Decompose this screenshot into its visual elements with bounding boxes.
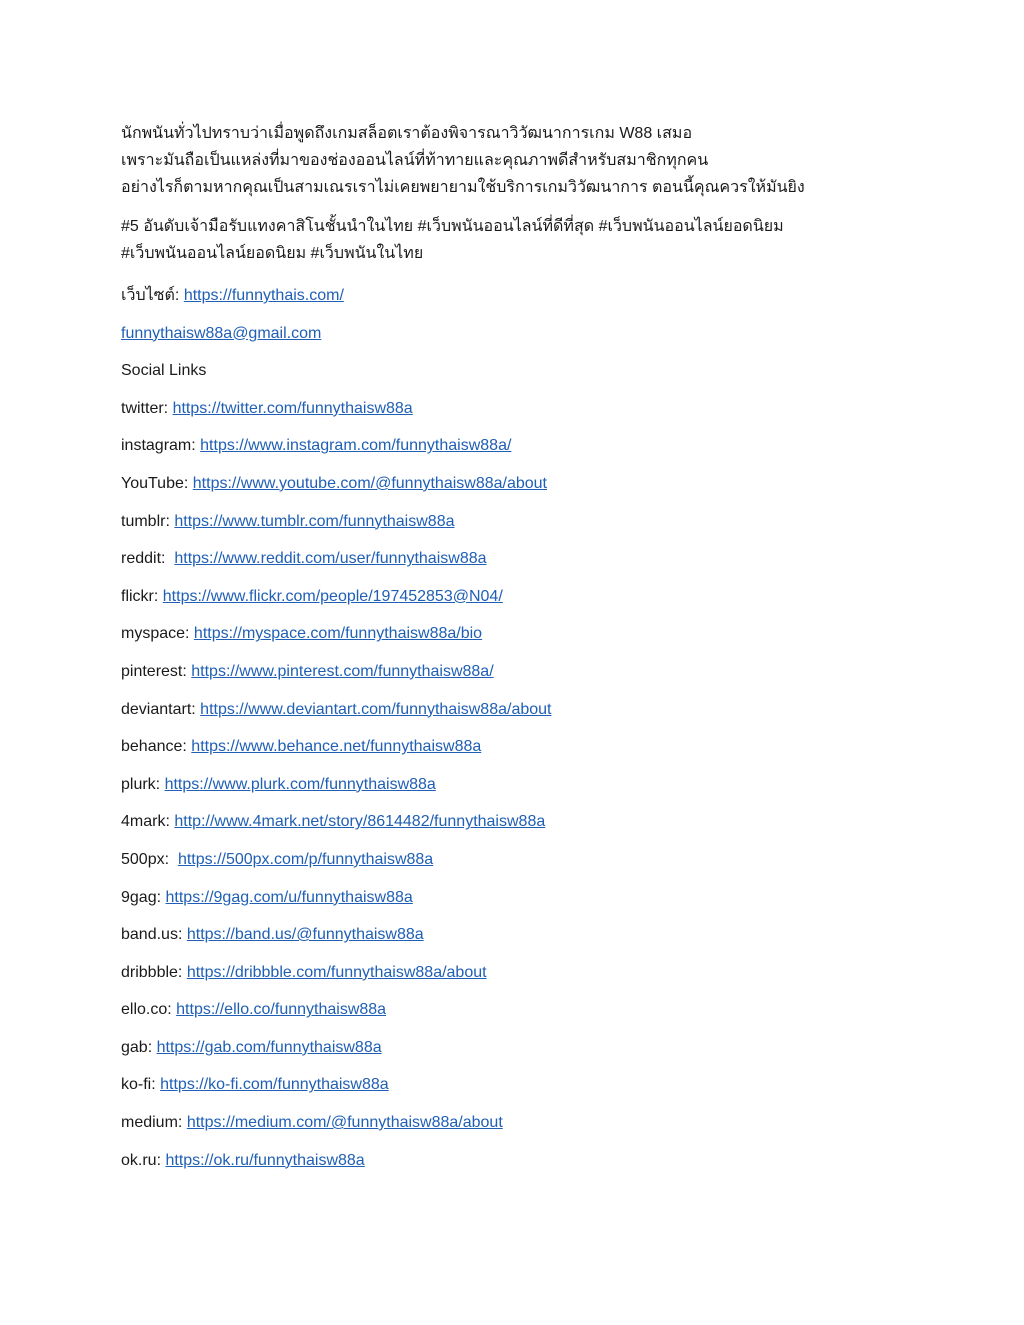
social-link-flickr[interactable]: https://www.flickr.com/people/197452853@N04/ <box>162 587 503 605</box>
social-label: instagram: <box>121 437 196 455</box>
social-link-plurk[interactable]: https://www.plurk.com/funnythaisw88a <box>164 775 436 793</box>
social-link-twitter[interactable]: https://twitter.com/funnythaisw88a <box>172 399 413 417</box>
social-label: reddit: <box>121 550 166 568</box>
social-label: ok.ru: <box>121 1151 162 1169</box>
social-link-deviantart[interactable]: https://www.deviantart.com/funnythaisw88a/about <box>200 700 552 718</box>
social-link-pinterest[interactable]: https://www.pinterest.com/funnythaisw88a/ <box>191 662 494 680</box>
email-row <box>121 315 921 353</box>
website-link[interactable]: https://funnythais.com/ <box>183 287 344 304</box>
social-link-instagram[interactable]: https://www.instagram.com/funnythaisw88a/ <box>200 437 512 455</box>
social-row-gab <box>121 1029 921 1067</box>
hashtags-line: #5 อันดับเจ้ามือรับแทงคาสิโนชั้นนำในไทย #เว็บพนันออนไลน์ที่ดีที่สุด #เว็บพนันออนไลน์ยอดนิยม <box>121 218 784 235</box>
social-row-myspace <box>121 615 921 653</box>
intro-line: นักพนันทั่วไปทราบว่าเมื่อพูดถึงเกมสล็อตเราต้องพิจารณาวิวัฒนาการเกม W88 เสมอ <box>121 125 693 142</box>
social-label: tumblr: <box>121 512 170 530</box>
social-label: plurk: <box>121 775 161 793</box>
social-row-youtube <box>121 465 921 503</box>
intro-paragraph <box>121 120 921 201</box>
social-label: ko-fi: <box>121 1076 156 1094</box>
social-row-9gag <box>121 879 921 917</box>
website-label: เว็บไซต์: <box>121 287 180 304</box>
social-row-medium <box>121 1104 921 1142</box>
social-label: pinterest: <box>121 662 187 680</box>
hashtags-paragraph <box>121 213 921 267</box>
document-page <box>121 120 921 1179</box>
social-label: 500px: <box>121 850 170 868</box>
social-label: gab: <box>121 1038 153 1056</box>
social-row-reddit <box>121 540 921 578</box>
social-link-9gag[interactable]: https://9gag.com/u/funnythaisw88a <box>165 888 413 906</box>
social-row-tumblr <box>121 503 921 541</box>
social-link-okru[interactable]: https://ok.ru/funnythaisw88a <box>165 1151 365 1169</box>
email-link[interactable]: funnythaisw88a@gmail.com <box>121 324 322 342</box>
social-row-twitter <box>121 390 921 428</box>
social-row-500px <box>121 841 921 879</box>
social-link-ello[interactable]: https://ello.co/funnythaisw88a <box>176 1001 387 1019</box>
social-row-okru <box>121 1142 921 1180</box>
social-label: 9gag: <box>121 888 162 906</box>
social-row-behance <box>121 728 921 766</box>
social-label: deviantart: <box>121 700 196 718</box>
social-link-500px[interactable]: https://500px.com/p/funnythaisw88a <box>177 850 434 868</box>
social-label: band.us: <box>121 926 183 944</box>
social-link-behance[interactable]: https://www.behance.net/funnythaisw88a <box>191 738 482 756</box>
social-link-gab[interactable]: https://gab.com/funnythaisw88a <box>156 1038 382 1056</box>
social-label: behance: <box>121 738 187 756</box>
social-link-medium[interactable]: https://medium.com/@funnythaisw88a/about <box>186 1114 503 1132</box>
intro-line: อย่างไรก็ตามหากคุณเป็นสามเณรเราไม่เคยพยายามใช้บริการเกมวิวัฒนาการ ตอนนี้คุณควรให้มันยิง <box>121 179 805 196</box>
social-links-list <box>121 390 921 1179</box>
social-row-flickr <box>121 578 921 616</box>
social-link-youtube[interactable]: https://www.youtube.com/@funnythaisw88a/about <box>192 474 547 492</box>
social-row-instagram <box>121 427 921 465</box>
social-label: dribbble: <box>121 963 183 981</box>
social-link-reddit[interactable]: https://www.reddit.com/user/funnythaisw88a <box>174 550 487 568</box>
social-row-kofi <box>121 1066 921 1104</box>
website-row <box>121 277 921 315</box>
social-label: flickr: <box>121 587 159 605</box>
intro-line: เพราะมันถือเป็นแหล่งที่มาของช่องออนไลน์ที่ท้าทายและคุณภาพดีสำหรับสมาชิกทุกคน <box>121 152 709 169</box>
social-row-band <box>121 916 921 954</box>
social-label: 4mark: <box>121 813 170 831</box>
social-row-dribbble <box>121 954 921 992</box>
social-link-myspace[interactable]: https://myspace.com/funnythaisw88a/bio <box>193 625 483 643</box>
social-row-pinterest <box>121 653 921 691</box>
social-row-ello <box>121 991 921 1029</box>
social-label: medium: <box>121 1114 183 1132</box>
social-link-kofi[interactable]: https://ko-fi.com/funnythaisw88a <box>160 1076 389 1094</box>
social-row-plurk <box>121 766 921 804</box>
social-link-band[interactable]: https://band.us/@funnythaisw88a <box>186 926 424 944</box>
social-link-dribbble[interactable]: https://dribbble.com/funnythaisw88a/about <box>186 963 487 981</box>
social-links-heading: Social Links <box>121 362 207 380</box>
social-row-deviantart <box>121 691 921 729</box>
social-label: myspace: <box>121 625 190 643</box>
social-label: twitter: <box>121 399 169 417</box>
social-link-4mark[interactable]: http://www.4mark.net/story/8614482/funnythaisw88a <box>174 813 546 831</box>
social-link-tumblr[interactable]: https://www.tumblr.com/funnythaisw88a <box>174 512 455 530</box>
social-row-4mark <box>121 803 921 841</box>
social-label: ello.co: <box>121 1001 172 1019</box>
social-label: YouTube: <box>121 474 189 492</box>
hashtags-line: #เว็บพนันออนไลน์ยอดนิยม #เว็บพนันในไทย <box>121 245 424 262</box>
